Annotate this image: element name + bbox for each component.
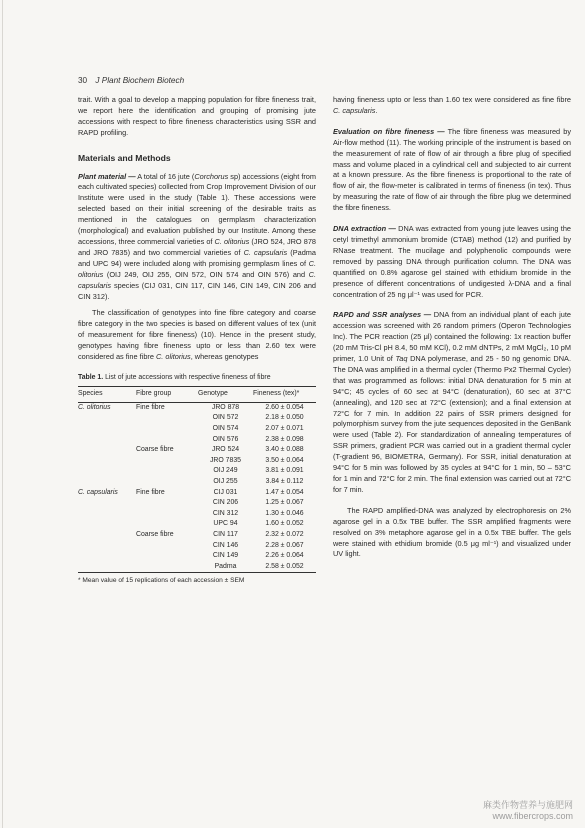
table-cell: JRO 878 — [211, 403, 240, 411]
table1-header: Fineness (tex)* — [253, 386, 316, 402]
table1 — [78, 386, 316, 573]
table-cell: Padma — [198, 562, 253, 573]
table1-header: Genotype — [198, 386, 253, 402]
table-row — [78, 519, 316, 530]
table-row — [78, 498, 316, 509]
left-column — [78, 95, 316, 587]
classification-paragraph: The classification of genotypes into fine fibre category and coarse fibre category in the two species is based on different values of tex (unit of measurement for fibre fineness) (10). Hence in the present study, genotypes having fibre fineness upto or less than 2.60 tex were considered as fine fibre C. olitorius, whereas genotypes — [78, 308, 316, 362]
table-cell: 2.26 ± 0.064 — [265, 552, 304, 560]
table-cell — [78, 466, 136, 477]
table-cell: Coarse fibre — [136, 530, 174, 538]
table-cell: CIN 206 — [212, 499, 239, 507]
table1-header-row — [78, 386, 316, 402]
table-cell — [78, 456, 136, 467]
table-row — [78, 413, 316, 424]
watermark-line1: 麻类作物营养与施肥网 — [482, 800, 573, 810]
table-cell: OIN 572 — [212, 414, 239, 422]
page-number: 30 — [78, 76, 88, 85]
table-cell — [78, 498, 136, 509]
table-cell — [136, 551, 198, 562]
table-cell: OIN 574 — [212, 425, 239, 433]
table-cell — [78, 530, 136, 541]
table-cell — [136, 424, 198, 435]
table-cell: 3.81 ± 0.091 — [265, 467, 304, 475]
table-cell — [136, 456, 198, 467]
table-cell: 2.18 ± 0.050 — [265, 414, 304, 422]
table-row — [78, 402, 316, 413]
table-row — [78, 509, 316, 520]
table-cell — [136, 413, 198, 424]
table-cell: OIJ 255 — [213, 478, 238, 485]
table-cell — [136, 509, 198, 520]
table-cell: 2.32 ± 0.072 — [265, 530, 304, 538]
fineness-paragraph: Evaluation on fibre fineness — The fibre fineness was measured by Air-flow method (11). The working principle of the instrument is based on the measurement of rate of flow of air through a fibre plug of specified mass and volume placed in a cylindrical cell and subjected to air current at a known pressure. As the fibre fineness is proportional to the rate of flow of air, the flow-meter is calibrated in terms of fineness (in tex). Thus by measuring the rate of flow of air through the fibre plug we determined the fibre fineness. — [333, 126, 571, 213]
intro-paragraph: trait. With a goal to develop a mapping population for fibre fineness trait, we report here the identification and grouping of promising jute accessions with respect to fibre fineness characteristics using SSR and RAPD profiling. — [78, 95, 316, 137]
table-cell — [78, 435, 136, 446]
table-cell: Fine fibre — [136, 488, 165, 496]
table-row — [78, 541, 316, 552]
table-row — [78, 424, 316, 435]
table-cell: CIN 312 — [212, 509, 239, 517]
continuation-paragraph: having fineness upto or less than 1.60 tex were considered as fine fibre C. capsularis. — [333, 95, 571, 115]
plant-material-paragraph: Plant material — A total of 16 jute (Corchorus sp) accessions (eight from each cultivated species) collected from Crop Improvement Division of our Institute were used in the study (Table 1). These accessions were selected based on their initial screening of the desirable traits as mentioned in the catalogues on germplasm characterization (morphological) and evaluation published by our Institute. Among these accessions, three commercial varieties of C. olitorius (JRO 524, JRO 878 and JRO 7835) and two commercial varieties of C. capsularis (Padma and UPC 94) were included along with promising germplasm lines of C. olitorius (OIJ 249, OIJ 255, OIN 572, OIN 574 and OIN 576) and C. capsularis species (CIJ 031, CIN 117, CIN 146, CIN 149, CIN 206 and CIN 312). — [78, 171, 317, 301]
fineness-heading: Evaluation on fibre fineness — — [333, 126, 445, 136]
table-cell: 1.60 ± 0.052 — [265, 520, 304, 528]
table-cell: CIN 117 — [213, 530, 238, 538]
table1-footnote: * Mean value of 15 replications of each accession ± SEM — [78, 577, 245, 585]
table-cell — [78, 413, 136, 424]
table-cell — [136, 466, 198, 477]
journal-name: J Plant Biochem Biotech — [95, 76, 185, 85]
table-cell: 2.07 ± 0.071 — [265, 425, 304, 433]
plant-material-heading: Plant material — — [78, 171, 136, 181]
table-cell: 1.47 ± 0.054 — [265, 488, 304, 496]
table-cell — [136, 477, 198, 488]
table-row — [78, 551, 316, 562]
table-cell: 1.30 ± 0.046 — [265, 509, 304, 517]
table-cell: Fine fibre — [136, 403, 165, 411]
table-cell: 2.58 ± 0.052 — [253, 562, 316, 573]
table-cell — [136, 498, 198, 509]
table-cell — [78, 562, 136, 573]
table1-header: Fibre group — [136, 386, 198, 402]
table-cell: C. capsularis — [78, 488, 118, 496]
table-cell — [78, 551, 136, 562]
table-cell: OIJ 249 — [213, 467, 238, 475]
table-cell — [78, 445, 136, 456]
table-cell: OIN 576 — [212, 435, 239, 443]
dna-extraction-paragraph: DNA extraction — DNA was extracted from young jute leaves using the cetyl trimethyl ammonium bromide (CTAB) method (12) and purified by RNase treatment. The mucilage and polyphenolic compounds were removed by passing DNA through purification column. The DNA was quantified on 0.8% agarose gel stained with ethidium bromide in the presence of different concentrations of undigested λ-DNA and a final concentration of 25 ng μl⁻¹ was used for PCR. — [333, 224, 571, 299]
table-cell: Coarse fibre — [136, 446, 174, 454]
table-cell — [136, 562, 198, 573]
table-cell: 3.40 ± 0.088 — [265, 446, 304, 454]
table-cell: JRO 7835 — [209, 456, 242, 464]
table-cell — [136, 519, 198, 530]
table-cell — [136, 541, 198, 552]
table-cell: 1.25 ± 0.067 — [265, 499, 304, 507]
table-cell: CIN 149 — [212, 552, 239, 560]
rapd-ssr-paragraph: RAPD and SSR analyses — DNA from an individual plant of each jute accession was screened with 26 random primers (Operon Technologies Inc). The PCR reaction (25 μl) contained the following: 1x reaction buffer (20 mM Tris-Cl pH 8.4, 50 mM KCl), 0.2 mM dNTPs, 2 mM MgCl₂, 10 pM primer, 1.0 Unit of Taq DNA polymerase, and 25 - 50 ng genomic DNA. The DNA was amplified in a thermal cycler (Thermo Px2 Thermal Cycler) that was programmed as follows: initial DNA denaturation for 5 min at 94°C; 45 cycles of 60 sec at 94°C (denaturation), 60 sec at 37°C (annealing), and 120 sec at 72°C (extension); and a final extension at 72°C for 7 min. In addition 22 pairs of SSR primers designed for polymorphism survey from the jute sequences deposited in the GenBank were used (Table 2). For standardization of annealing temperatures of SSR primers, gradient PCR was carried out in a gradient thermal cycler (T-gradient 96, BIOMETRA, Germany). For SSR, initial denaturation at 94°C for 5 min was followed by 35 cycles at 94°C for 1 min, 50 – 53°C for 1 min and 72°C for 2 min. The final extension was carried out at 72°C for 7 min. — [333, 310, 571, 494]
scan-edge — [2, 0, 3, 828]
table-row — [78, 435, 316, 446]
running-head — [78, 76, 184, 85]
table-cell: CIJ 031 — [213, 488, 238, 496]
table-cell — [78, 477, 136, 488]
watermark — [483, 800, 573, 822]
table-row — [78, 477, 316, 488]
table-cell: UPC 94 — [213, 520, 238, 528]
table-row — [78, 445, 316, 456]
table-cell — [78, 541, 136, 552]
table-cell: 2.60 ± 0.054 — [265, 403, 304, 411]
table-row — [78, 466, 316, 477]
table1-body — [78, 402, 316, 573]
table-row — [78, 530, 316, 541]
section-title: Materials and Methods — [78, 152, 171, 163]
table1-header: Species — [78, 386, 136, 402]
table-row — [78, 456, 316, 467]
table1-caption: Table 1. List of jute accessions with respective fineness of fibre — [78, 373, 271, 381]
dna-extraction-heading: DNA extraction — — [333, 224, 396, 234]
rapd-ssr-heading: RAPD and SSR analyses — — [333, 310, 432, 320]
table-cell — [78, 519, 136, 530]
table-cell — [78, 509, 136, 520]
watermark-line2: www.fibercrops.com — [492, 811, 573, 821]
table-cell: 3.84 ± 0.112 — [265, 478, 304, 485]
table-cell: 3.50 ± 0.064 — [265, 456, 304, 464]
table-cell — [136, 435, 198, 446]
table-cell: 2.28 ± 0.067 — [265, 541, 304, 549]
table-cell — [78, 424, 136, 435]
table-cell: C. olitorius — [78, 403, 111, 411]
electrophoresis-paragraph: The RAPD amplified-DNA was analyzed by electrophoresis on 2% agarose gel in a 0.5x TBE buffer. The SSR amplified fragments were resolved on 3% metaphore agarose gel in a 0.5x TBE buffer. The gels were stained with ethidium bromide (0.5 μg ml⁻¹) and visualized under UV light. — [333, 505, 571, 559]
table-cell: JRO 524 — [211, 446, 240, 454]
table-row — [78, 562, 316, 573]
table-row — [78, 488, 316, 499]
right-column — [333, 95, 571, 560]
table-cell: CIN 146 — [212, 541, 239, 549]
table-cell: 2.38 ± 0.098 — [265, 435, 304, 443]
